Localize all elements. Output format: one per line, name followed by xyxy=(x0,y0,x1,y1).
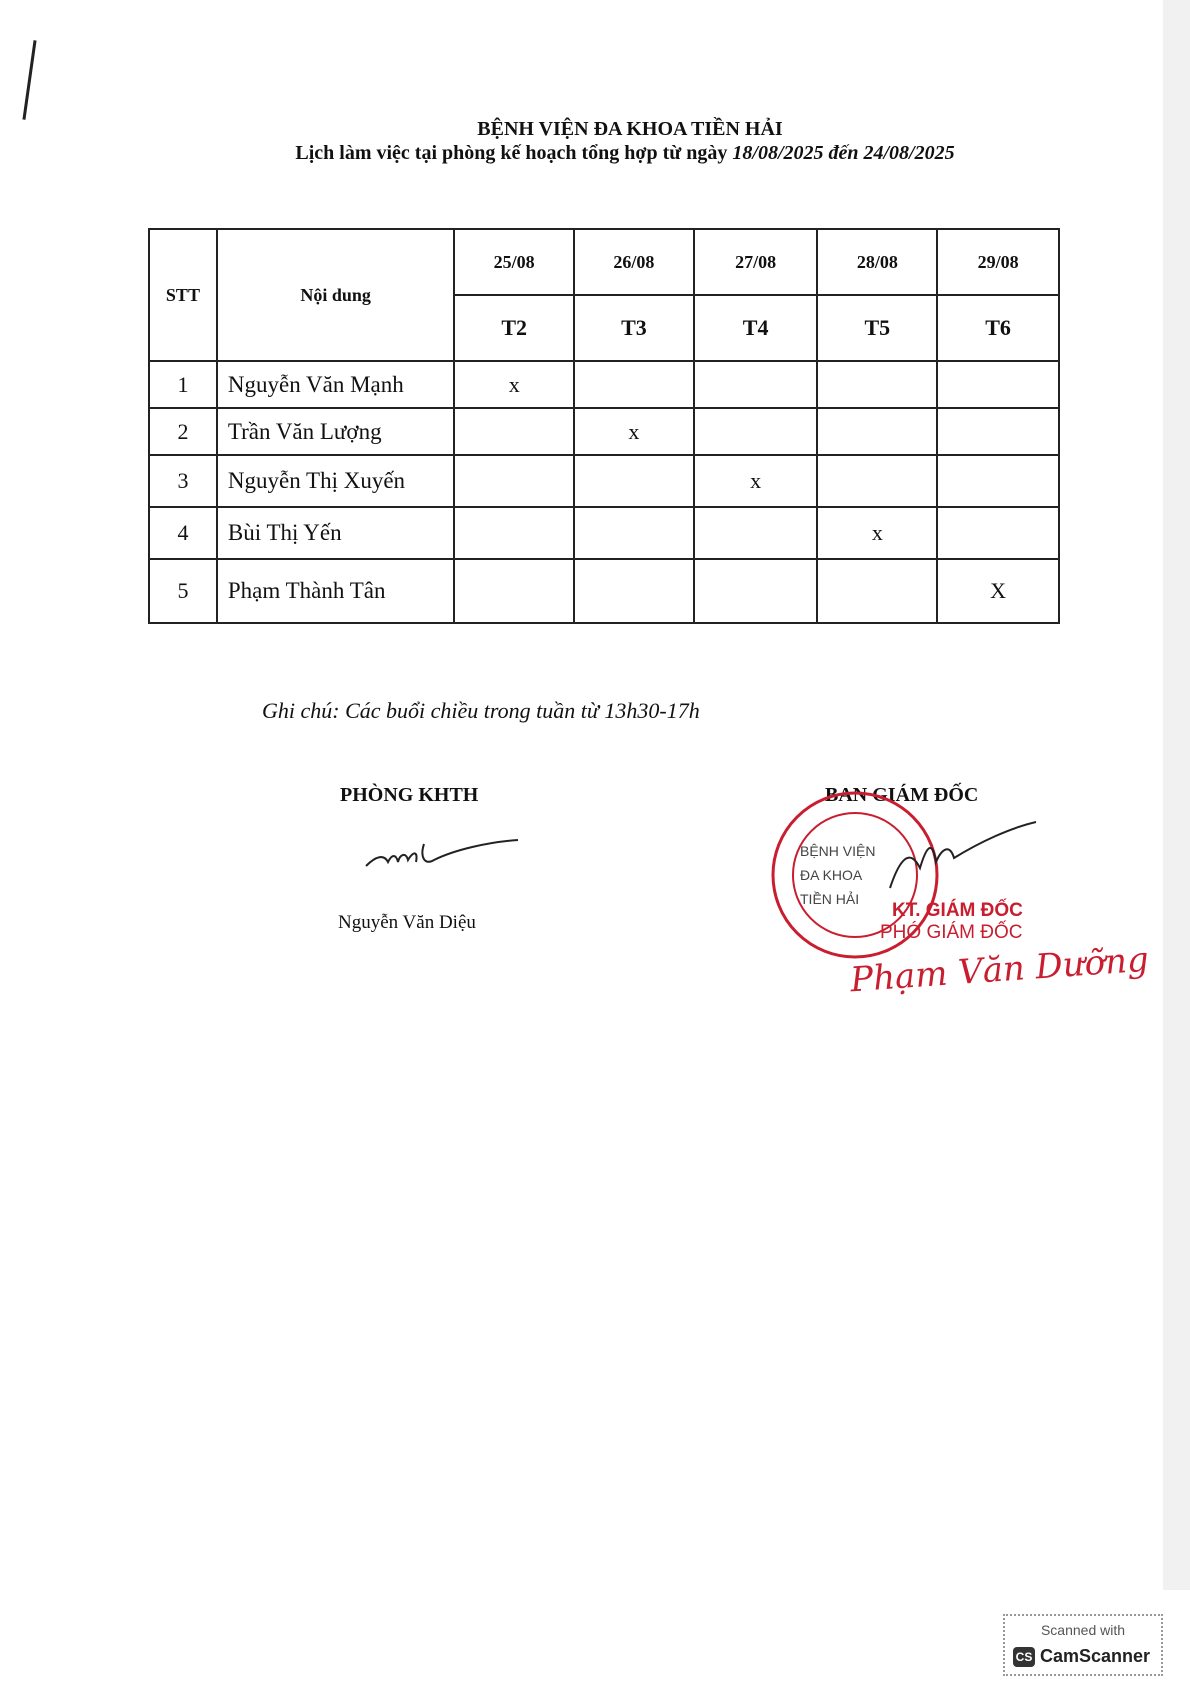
row-mark xyxy=(454,559,574,623)
row-mark xyxy=(937,455,1059,507)
row-mark xyxy=(694,361,818,408)
table-row xyxy=(149,559,1059,623)
row-mark xyxy=(694,507,818,559)
row-name: Nguyễn Văn Mạnh xyxy=(217,361,454,408)
row-mark xyxy=(937,361,1059,408)
row-mark xyxy=(937,408,1059,455)
schedule-table xyxy=(148,228,1060,624)
table-row xyxy=(149,361,1059,408)
row-stt: 3 xyxy=(149,455,217,507)
header-day: T3 xyxy=(574,295,694,361)
row-name: Nguyễn Thị Xuyến xyxy=(217,455,454,507)
row-mark xyxy=(817,455,937,507)
row-name: Trần Văn Lượng xyxy=(217,408,454,455)
row-mark xyxy=(817,559,937,623)
left-signature-title: PHÒNG KHTH xyxy=(340,784,479,806)
note-text: Ghi chú: Các buổi chiều trong tuần từ 13h30-17h xyxy=(262,698,700,723)
row-mark xyxy=(694,559,818,623)
row-name: Bùi Thị Yến xyxy=(217,507,454,559)
row-mark: X xyxy=(937,559,1059,623)
scan-edge-mark xyxy=(22,40,36,120)
header-date: 27/08 xyxy=(694,229,818,295)
left-signer-name: Nguyễn Văn Diệu xyxy=(338,912,476,933)
row-mark xyxy=(574,507,694,559)
row-mark xyxy=(454,507,574,559)
subtitle-prefix: Lịch làm việc tại phòng kế hoạch tổng hợp từ ngày xyxy=(295,142,728,164)
stamp-line: BỆNH VIỆN xyxy=(800,843,876,859)
scan-edge-right xyxy=(1163,0,1190,1590)
camscanner-caption: Scanned with xyxy=(1040,1622,1126,1638)
row-name: Phạm Thành Tân xyxy=(217,559,454,623)
row-stt: 1 xyxy=(149,361,217,408)
signer-role-deputy: KT. GIÁM ĐỐC xyxy=(892,900,1023,921)
row-mark xyxy=(454,455,574,507)
header-day: T5 xyxy=(817,295,937,361)
camscanner-logo-icon: CS xyxy=(1013,1647,1035,1667)
table-row xyxy=(149,507,1059,559)
stamp-line: ĐA KHOA xyxy=(800,867,863,883)
row-mark xyxy=(574,361,694,408)
row-mark xyxy=(574,559,694,623)
header-date: 26/08 xyxy=(574,229,694,295)
row-stt: 5 xyxy=(149,559,217,623)
row-mark xyxy=(694,408,818,455)
row-mark xyxy=(817,361,937,408)
header-content: Nội dung xyxy=(217,229,454,361)
row-stt: 4 xyxy=(149,507,217,559)
header-day: T2 xyxy=(454,295,574,361)
header-date: 29/08 xyxy=(937,229,1059,295)
schedule-subtitle xyxy=(0,142,1190,165)
right-signature-scribble xyxy=(880,818,1040,898)
row-mark: x xyxy=(574,408,694,455)
header-date: 25/08 xyxy=(454,229,574,295)
header-date: 28/08 xyxy=(817,229,937,295)
right-signer-name: Phạm Văn Dưỡng xyxy=(848,939,1150,1001)
left-signature-scribble xyxy=(362,826,522,876)
right-signature-title: BAN GIÁM ĐỐC xyxy=(825,784,979,806)
stamp-line: TIỀN HẢI xyxy=(800,891,860,907)
camscanner-badge xyxy=(1003,1614,1163,1676)
row-mark xyxy=(454,408,574,455)
row-mark: x xyxy=(817,507,937,559)
camscanner-name: CamScanner xyxy=(1040,1646,1151,1666)
table-row xyxy=(149,455,1059,507)
signer-role-vice: PHÓ GIÁM ĐỐC xyxy=(880,922,1023,943)
row-mark xyxy=(937,507,1059,559)
row-mark xyxy=(574,455,694,507)
hospital-title: BỆNH VIỆN ĐA KHOA TIỀN HẢI xyxy=(477,118,783,140)
row-stt: 2 xyxy=(149,408,217,455)
row-mark xyxy=(817,408,937,455)
table-row xyxy=(149,408,1059,455)
header-day: T6 xyxy=(937,295,1059,361)
table-header-dates xyxy=(149,229,1059,295)
row-mark: x xyxy=(694,455,818,507)
subtitle-date-range: 18/08/2025 đến 24/08/2025 xyxy=(732,142,955,164)
row-mark: x xyxy=(454,361,574,408)
header-day: T4 xyxy=(694,295,818,361)
header-stt: STT xyxy=(149,229,217,361)
